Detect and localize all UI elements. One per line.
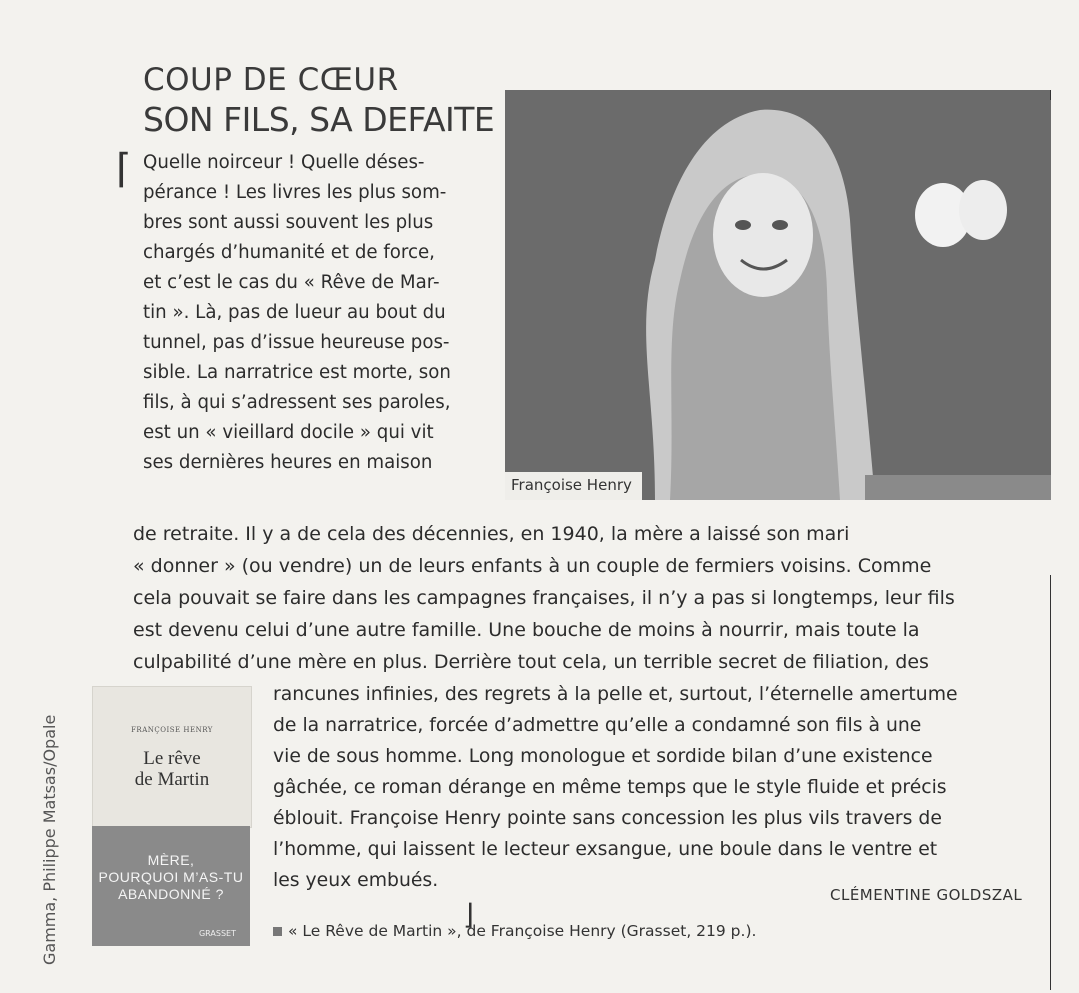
text-line: chargés d’humanité et de force, <box>143 242 435 263</box>
book-title-line: de Martin <box>134 769 210 790</box>
article-narrow-text <box>273 679 1033 896</box>
text-line: culpabilité d’une mère en plus. Derrière tout cela, un terrible secret de filiation, des <box>133 651 929 673</box>
band-line: POURQUOI M’AS-TU <box>98 869 244 885</box>
text-line: sible. La narratrice est morte, son <box>143 362 451 383</box>
text-line: est devenu celui d’une autre famille. Une bouche de moins à nourrir, mais toute la <box>133 619 920 641</box>
text-line: les yeux embués. <box>273 870 439 891</box>
photo-credit: Gamma, Philippe Matsas/Opale <box>40 714 59 965</box>
text-line: est un « vieillard docile » qui vit <box>143 422 434 443</box>
text-line: gâchée, ce roman dérange en même temps que le style fluide et précis <box>273 777 947 798</box>
book-author: FRANÇOISE HENRY <box>131 726 213 734</box>
text-line: vie de sous homme. Long monologue et sordide bilan d’une existence <box>273 746 933 767</box>
photo-caption: Françoise Henry <box>505 472 642 500</box>
text-line: ses dernières heures en maison <box>143 452 433 473</box>
text-line: tunnel, pas d’issue heureuse pos- <box>143 332 450 353</box>
text-line: rancunes infinies, des regrets à la pelle et, surtout, l’éternelle amertume <box>273 684 958 705</box>
portrait-illustration <box>505 90 1051 500</box>
book-reference <box>273 922 756 940</box>
book-title-line: Le rêve <box>143 748 201 769</box>
text-line: Quelle noirceur ! Quelle déses- <box>143 152 425 173</box>
text-line: et c’est le cas du « Rêve de Mar- <box>143 272 440 293</box>
text-line: pérance ! Les livres les plus som- <box>143 182 447 203</box>
book-band <box>92 826 250 946</box>
book-cover <box>92 686 252 828</box>
author-photo <box>505 90 1051 500</box>
text-line: « donner » (ou vendre) un de leurs enfants à un couple de fermiers voisins. Comme <box>133 555 932 577</box>
article-wide-text <box>133 518 1033 678</box>
band-line: ABANDONNÉ ? <box>118 886 224 902</box>
frame-line <box>1050 575 1051 990</box>
text-line: fils, à qui s’adressent ses paroles, <box>143 392 451 413</box>
band-line: MÈRE, <box>147 852 195 868</box>
book-title <box>93 748 251 790</box>
author-signature: CLÉMENTINE GOLDSZAL <box>830 886 1023 904</box>
text-line: de retraite. Il y a de cela des décennies, en 1940, la mère a laissé son mari <box>133 523 850 545</box>
frame-line <box>1050 90 1051 100</box>
close-bracket-mark: ⌋ <box>463 898 474 931</box>
text-line: de la narratrice, forcée d’admettre qu’elle a condamné son fils à une <box>273 715 922 736</box>
text-line: éblouit. Françoise Henry pointe sans concession les plus vils travers de <box>273 808 942 829</box>
text-line: cela pouvait se faire dans les campagnes françaises, il n’y a pas si longtemps, leur fils <box>133 587 955 609</box>
text-line: tin ». Là, pas de lueur au bout du <box>143 302 446 323</box>
book-publisher: GRASSET <box>198 929 236 938</box>
open-bracket-mark: ⌈ <box>116 146 132 192</box>
article-title: SON FILS, SA DEFAITE <box>143 100 495 139</box>
book-band-text <box>92 852 250 903</box>
kicker: COUP DE CŒUR <box>143 62 399 98</box>
square-bullet-icon <box>273 927 282 936</box>
text-line: l’homme, qui laissent le lecteur exsangue, une boule dans le ventre et <box>273 839 938 860</box>
text-line: bres sont aussi souvent les plus <box>143 212 434 233</box>
book-reference-text: « Le Rêve de Martin », de Françoise Henry (Grasset, 219 p.). <box>288 922 757 940</box>
article-column-text <box>143 148 493 478</box>
